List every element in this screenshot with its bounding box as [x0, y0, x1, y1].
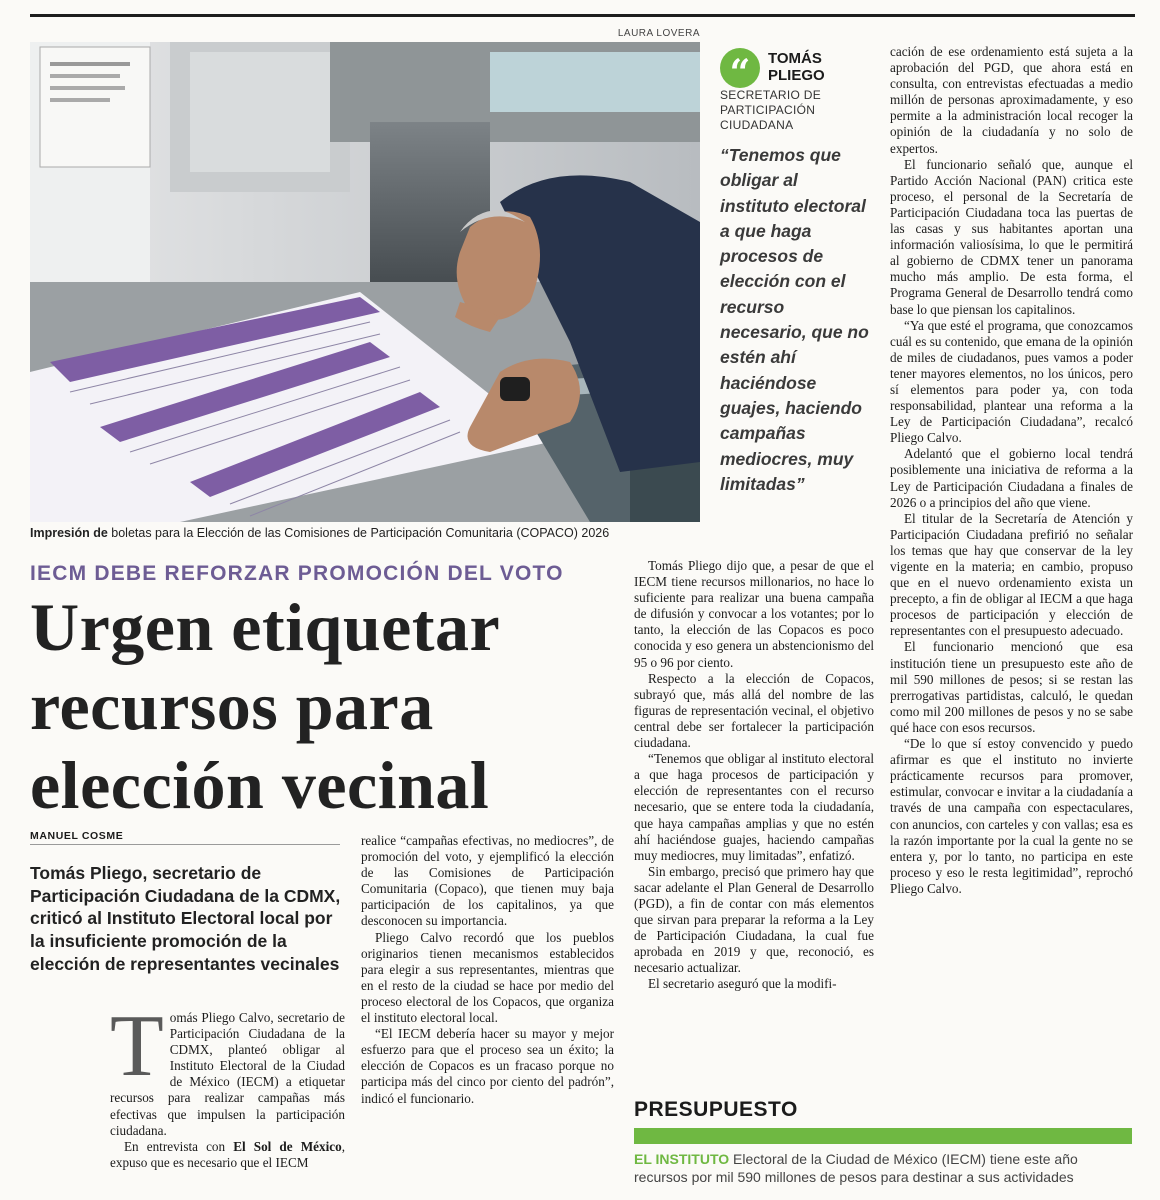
paragraph-text: , expuso que es necesario que el IECM	[110, 1138, 345, 1170]
photo-caption	[30, 526, 700, 540]
paragraph-text: En entrevista con	[124, 1138, 234, 1154]
quote-icon: “	[720, 48, 760, 88]
lead-paragraph: Tomás Pliego, secretario de Participación Ciudadana de la CDMX, criticó al Instituto Electoral local por la insuficiente promoción de la elección de representantes vecinales	[30, 863, 341, 974]
drop-cap: T	[110, 998, 164, 1095]
article-column-3	[634, 558, 874, 993]
byline-rule	[30, 844, 340, 845]
article-photo	[30, 42, 700, 522]
headline	[30, 588, 630, 825]
caption-text: boletas para la Elección de las Comisiones de Participación Comunitaria (COPACO) 2026	[107, 526, 610, 540]
headline-line-2: recursos para	[30, 668, 434, 744]
paragraph	[110, 1139, 345, 1171]
sidebar-body: Electoral de la Ciudad de México (IECM) tiene este año recursos por mil 590 millones de pesos para destinar a sus actividades	[634, 1151, 1078, 1185]
sidebar-heading: PRESUPUESTO	[634, 1098, 798, 1121]
paragraph: “Ya que esté el programa, que conozcamos cuál es su contenido, que emana de la opinión de miles de ciudadanos, pues vamos a poder tener mayores elementos, no los únicos, pero sí elementos para poder ya, con toda responsabilidad, plantear una reforma a la Ley de Participación Ciudadana”, recalcó Pliego Calvo.	[890, 317, 1133, 446]
article-column-1	[110, 998, 345, 1171]
quote-role: SECRETARIO DE PARTICIPACIÓN CIUDADANA	[720, 88, 822, 132]
paragraph: Respecto a la elección de Copacos, subrayó que, más allá del nombre de las figuras de representación vecinal, el objetivo central debe ser fortalecer la participación ciudadana.	[634, 670, 874, 751]
sidebar-text	[634, 1150, 1134, 1186]
ballot-printing-illustration	[30, 42, 700, 522]
newspaper-name: El Sol de México	[233, 1138, 342, 1154]
pull-quote: “Tenemos que obligar al instituto electoral a que haga procesos de elección con el recurso necesario, que no estén ahí haciéndose guajes, haciendo campañas mediocres, muy limitadas”	[720, 145, 869, 494]
paragraph: “De lo que sí estoy convencido y puedo afirmar es que el instituto no invierte prácticamente recursos para promover, estimular, convocar e invitar a la ciudadanía a través de una campaña con espectaculares, con anuncios, con carteles y con vallas; esa es la razón importante por la cual la gente no se entera y, por lo tanto, no participa en este proceso y eso le resta legitimidad”, reprochó Pliego Calvo.	[890, 736, 1133, 896]
sidebar-accent-bar	[634, 1128, 1132, 1144]
paragraph: Tomás Pliego dijo que, a pesar de que el IECM tiene recursos millonarios, no hace lo suficiente para realizar una buena campaña de difusión y convocar a los votantes; por lo tanto, la elección de las Copacos es poco conocida y eso genera un abstencionismo del 95 o 96 por ciento.	[634, 558, 874, 670]
article-column-4	[890, 44, 1133, 897]
article-column-2	[361, 833, 614, 1107]
headline-line-1: Urgen etiquetar	[30, 589, 501, 665]
paragraph: El secretario aseguró que la modifi-	[648, 976, 837, 992]
kicker: IECM DEBE REFORZAR PROMOCIÓN DEL VOTO	[30, 562, 564, 585]
top-rule	[30, 14, 1135, 17]
quote-name	[768, 50, 878, 84]
paragraph: Adelantó que el gobierno local tendrá posiblemente una iniciativa de reforma a la Ley de Participación Ciudadana a finales de 2026 o a principios del año que viene.	[890, 446, 1133, 510]
quote-name-line1: TOMÁS	[768, 50, 822, 67]
paragraph: realice “campañas efectivas, no mediocres”, de promoción del voto, y ejemplificó la elección de las Comisiones de Participación Comunitaria (Copaco), que tienen muy baja participación de los capitalinos, ya que desconocen su importancia.	[361, 833, 614, 929]
paragraph: Sin embargo, precisó que primero hay que sacar adelante el Plan General de Desarrollo (PGD), a fin de contar con más elementos que sirvan para preparar la reforma a la Ley de Participación Ciudadana, la cual fue aprobada en 2019 y que, reconoció, es necesario actualizar.	[634, 863, 874, 976]
paragraph: El funcionario señaló que, aunque el Partido Acción Nacional (PAN) critica este proceso, el personal de la Secretaría de Participación Ciudadana toca las puertas de las casas y sus habitantes aportan una información valiosísima, lo que le permitirá al gobierno de CDMX tener un panorama mucho más amplio. De esta forma, el Programa General de Desarrollo tendrá como base lo que piensan los capitalinos.	[890, 156, 1133, 317]
sidebar-bold: EL INSTITUTO	[634, 1151, 730, 1167]
caption-bold: Impresión de	[30, 526, 108, 540]
paragraph: “Tenemos que obligar al instituto electoral a que haga procesos de participación y elección de representantes con el recurso necesario, que se entere toda la ciudadanía, que haya campañas amplias y que no estén ahí haciéndose guajes, haciendo campañas muy mediocres, muy limitadas”, enfatizó.	[634, 751, 874, 863]
paragraph: cación de ese ordenamiento está sujeta a la aprobación del PGD, que ahora está en consulta, con entrevistas efectuadas a medio millón de personas aproximadamente, y eso permite a la administración local recoger la opinión de la ciudadanía y no solo de expertos.	[890, 44, 1133, 156]
byline: MANUEL COSME	[30, 830, 124, 842]
paragraph: “El IECM debería hacer su mayor y mejor esfuerzo para que el proceso sea un éxito; la elección de Copacos es un fracaso porque no participa más del cinco por ciento del padrón”, indicó el funcionario.	[361, 1026, 614, 1106]
headline-line-3: elección vecinal	[30, 747, 490, 823]
paragraph	[110, 998, 345, 1139]
paragraph: Pliego Calvo recordó que los pueblos originarios tienen mecanismos establecidos para elegir a sus representantes, mientras que en el resto de la ciudad se hace por medio del proceso electoral de los Copacos, que organiza el instituto electoral local.	[361, 929, 614, 1026]
paragraph: El funcionario mencionó que esa institución tiene un presupuesto este año de mil 590 millones de pesos; si se restan las prerrogativas partidistas, calculó, le quedan como mil 200 millones de pesos y no se sabe qué hace con esos recursos.	[890, 639, 1133, 735]
photo-credit: LAURA LOVERA	[617, 28, 700, 39]
paragraph: El titular de la Secretaría de Atención y Participación Ciudadana prefirió no señalar los temas que hay que conservar de la ley vigente en la materia; en cambio, propuso que en el nuevo ordenamiento exista un precepto, a fin de obligar al IECM a que haga procesos de participación y elección de representantes con el presupuesto adecuado.	[890, 510, 1133, 639]
paragraph-text: omás Pliego Calvo, secretario de Participación Ciudadana de la CDMX, planteó obligar al Instituto Electoral de la Ciudad de México (IECM) a etiquetar recursos para realizar campañas más efectivas que impulsen la participación ciudadana.	[110, 1010, 345, 1138]
quote-name-line2: PLIEGO	[768, 67, 825, 84]
